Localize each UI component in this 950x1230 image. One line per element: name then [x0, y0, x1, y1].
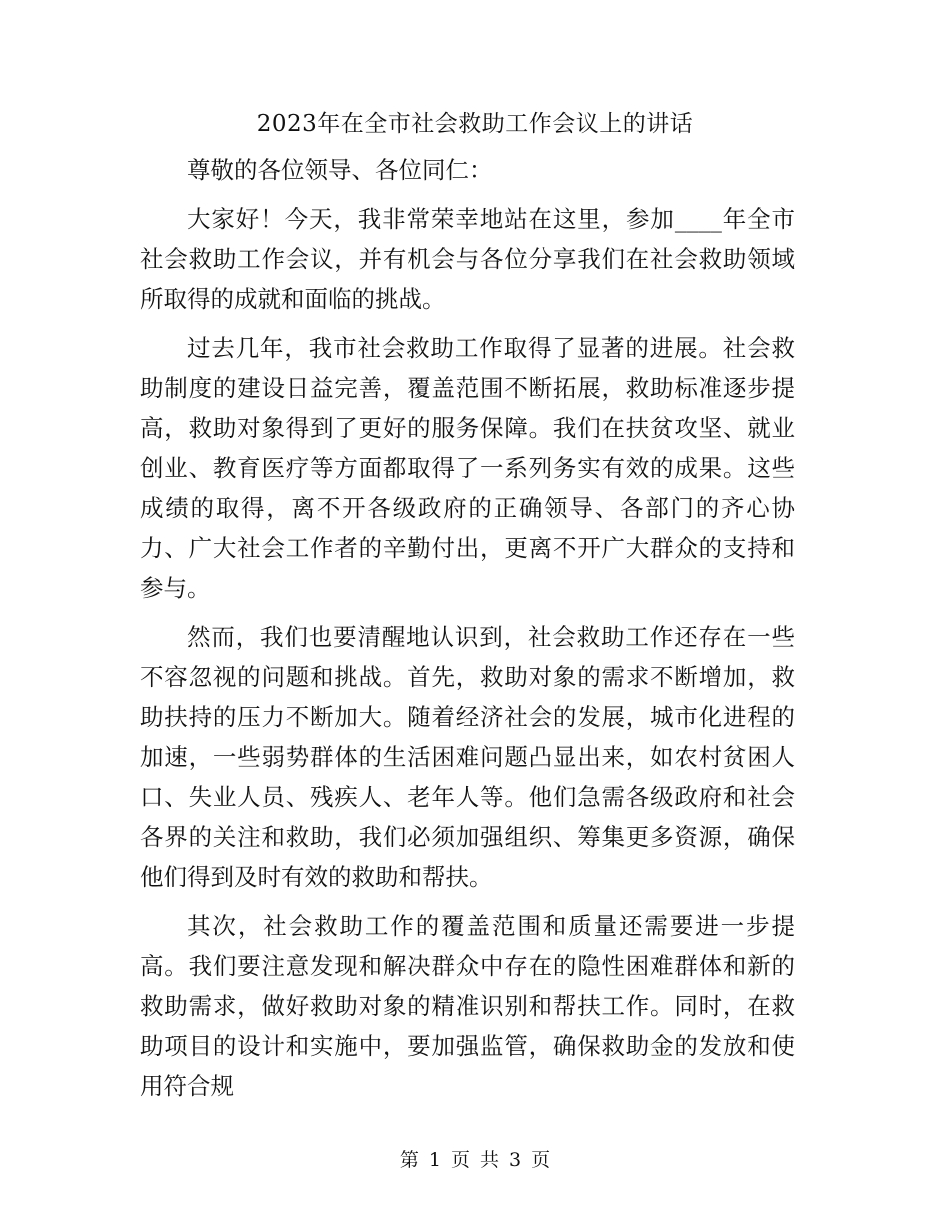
page-number-footer: 第 1 页 共 3 页	[399, 1149, 551, 1171]
body-paragraph: 其次，社会救助工作的覆盖范围和质量还需要进一步提高。我们要注意发现和解决群众中存在的隐性困难群体和新的救助需求，做好救助对象的精准识别和帮扶工作。同时，在救助项目的设计和实施中，要加强监管，确保救助金的发放和使用符合规	[140, 912, 795, 1100]
body-paragraph: 然而，我们也要清醒地认识到，社会救助工作还存在一些不容忽视的问题和挑战。首先，救助对象的需求不断增加，救助扶持的压力不断加大。随着经济社会的发展，城市化进程的加速，一些弱势群体的生活困难问题凸显出来，如农村贫困人口、失业人员、残疾人、老年人等。他们急需各级政府和社会各界的关注和救助，我们必须加强组织、筹集更多资源，确保他们得到及时有效的救助和帮扶。	[140, 623, 795, 891]
document-body	[140, 150, 795, 1115]
salutation-paragraph: 尊敬的各位领导、各位同仁：	[187, 156, 493, 184]
document-title: 2023年在全市社会救助工作会议上的讲话	[256, 111, 694, 137]
body-paragraph: 过去几年，我市社会救助工作取得了显著的进展。社会救助制度的建设日益完善，覆盖范围不断拓展，救助标准逐步提高，救助对象得到了更好的服务保障。我们在扶贫攻坚、就业创业、教育医疗等方面都取得了一系列务实有效的成果。这些成绩的取得，离不开各级政府的正确领导、各部门的齐心协力、广大社会工作者的辛勤付出，更离不开广大群众的支持和参与。	[140, 334, 795, 602]
body-paragraph: 大家好！今天，我非常荣幸地站在这里，参加____年全市社会救助工作会议，并有机会与各位分享我们在社会救助领域所取得的成就和面临的挑战。	[140, 205, 795, 313]
